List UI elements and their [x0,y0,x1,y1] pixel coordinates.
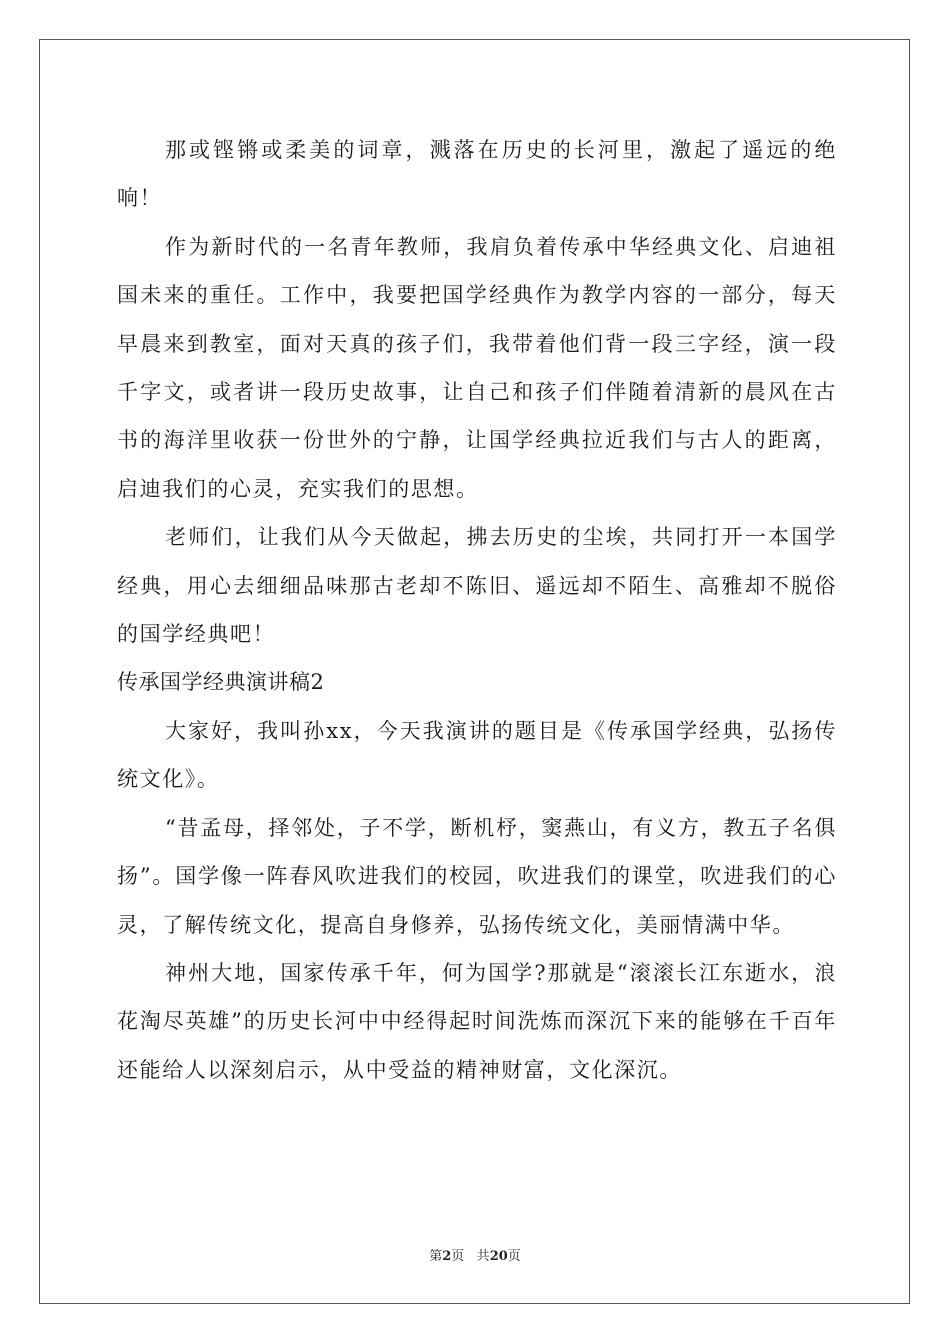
page-prefix: 第 [429,1249,443,1264]
paragraph: 那或铿锵或柔美的词章，溅落在历史的长河里，激起了遥远的绝响！ [117,138,837,211]
total-suffix: 页 [507,1249,521,1264]
paragraph: 大家好，我叫孙xx，今天我演讲的题目是《传承国学经典，弘扬传统文化》。 [117,718,837,792]
total-pages: 20 [489,1249,508,1264]
paragraph: 老师们，让我们从今天做起，拂去历史的尘埃，共同打开一本国学经典，用心去细细品味那古老却不陈旧、遥远却不陌生、高雅却不脱俗的国学经典吧！ [117,525,837,647]
paragraph: 神州大地，国家传承千年，何为国学?那就是“滚滚长江东逝水，浪花淘尽英雄”的历史长河中中经得起时间洗炼而深沉下来的能够在千百年还能给人以深刻启示，从中受益的精神财富，文化深沉。 [117,960,837,1082]
page-number: 2 [442,1249,452,1264]
total-prefix: 共 [476,1249,490,1264]
paragraph: 作为新时代的一名青年教师，我肩负着传承中华经典文化、启迪祖国未来的重任。工作中，我要把国学经典作为教学内容的一部分，每天早晨来到教室，面对天真的孩子们，我带着他们背一段三字经，演一段千字文，或者讲一段历史故事，让自己和孩子们伴随着清新的晨风在古书的海洋里收获一份世外的宁静，让国学经典拉近我们与古人的距离，启迪我们的心灵，充实我们的思想。 [117,234,837,501]
section-heading: 传承国学经典演讲稿2 [117,670,325,695]
document-body [117,126,837,1094]
page-suffix: 页 [451,1249,465,1264]
paragraph: “昔孟母，择邻处，子不学，断机杼，窦燕山，有义方，教五子名俱扬”。国学像一阵春风吹进我们的校园，吹进我们的课堂，吹进我们的心灵，了解传统文化，提高自身修养，弘扬传统文化，美丽情满中华。 [117,815,837,937]
page-footer [0,1245,950,1264]
